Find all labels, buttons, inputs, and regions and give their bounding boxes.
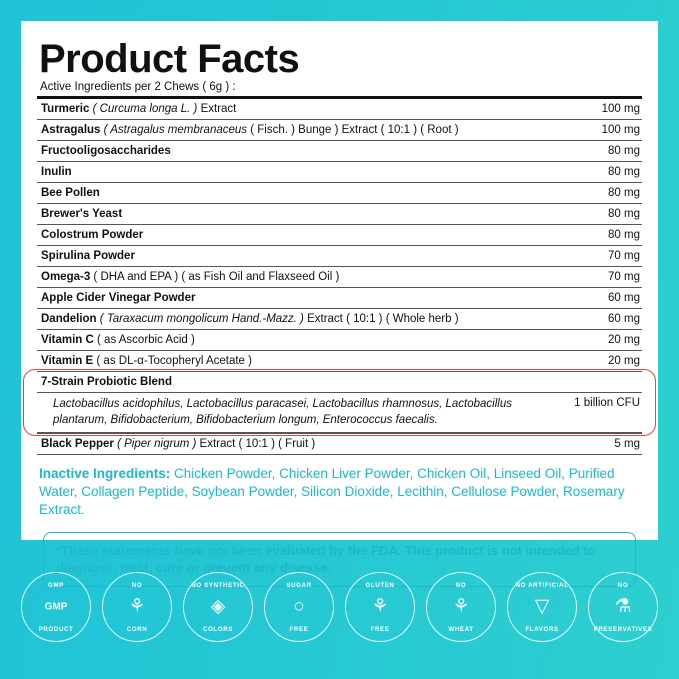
badge-colors [183, 572, 253, 642]
badge-bottom-text: CORN [126, 626, 148, 633]
ingredient-name [37, 120, 560, 141]
ingredient-amount: 20 mg [560, 351, 642, 372]
table-row [37, 330, 642, 351]
serving-subtitle: Active Ingredients per 2 Chews ( 6g ) : [40, 81, 236, 93]
ingredient-main: Black Pepper [41, 438, 114, 451]
badge-glyph-icon: ⚘ [371, 596, 389, 618]
ingredient-detail: ( as Ascorbic Acid ) [97, 334, 195, 346]
ingredient-name [37, 204, 560, 225]
badge-top-text: GLUTEN [365, 582, 395, 589]
ingredient-amount: 60 mg [560, 288, 642, 309]
blend-strains: Lactobacillus acidophilus, Lactobacillus paracasei, Lactobacillus rhamnosus, Lactobacillus plantarum, Bifidobacterium, Bifidobacterium longum, Enterococcus faecalis. [37, 393, 560, 433]
blend-title-row [37, 372, 642, 393]
badge-glyph-icon: ○ [293, 596, 305, 618]
badge-top-text: NO [131, 582, 143, 589]
ingredient-name [37, 434, 560, 455]
ingredient-amount: 80 mg [560, 204, 642, 225]
badge-bottom-text: FLAVORS [525, 626, 559, 633]
ingredient-main: Spirulina Powder [41, 250, 135, 262]
ingredient-latin: ( Piper nigrum ) [117, 438, 197, 451]
ingredient-detail: Extract [200, 103, 237, 115]
ingredient-amount: 5 mg [560, 434, 642, 455]
badge-glyph-icon: ⚗ [614, 596, 632, 618]
badge-center-text: GMP [44, 601, 68, 613]
blend-strains-row [37, 393, 642, 433]
ingredient-amount: 100 mg [560, 120, 642, 141]
ingredient-amount: 100 mg [560, 99, 642, 120]
ingredient-main: Omega-3 [41, 271, 91, 283]
certification-badges [21, 572, 658, 642]
badge-top-text: NO SYNTHETIC [191, 582, 245, 589]
ingredient-main: Colostrum Powder [41, 229, 144, 241]
badge-glyph-icon: ▽ [534, 596, 550, 618]
inactive-label: Inactive Ingredients: [39, 466, 171, 482]
inactive-ingredients [39, 465, 640, 520]
ingredient-name [37, 162, 560, 183]
badge-top-text: SUGAR [286, 582, 312, 589]
table-row [37, 434, 642, 455]
badge-flavors [507, 572, 577, 642]
badge-preservatives [588, 572, 658, 642]
ingredient-main: Brewer's Yeast [41, 208, 123, 220]
badge-bottom-text: COLORS [202, 626, 234, 633]
ingredient-amount: 80 mg [560, 141, 642, 162]
ingredient-amount: 60 mg [560, 309, 642, 330]
ingredient-name [37, 246, 560, 267]
table-row [37, 267, 642, 288]
badge-bottom-text: PRESERVATIVES [593, 626, 653, 633]
badge-top-text: GMP [48, 582, 64, 589]
last-ingredient-table [37, 433, 642, 455]
badge-glyph-icon: ⚘ [452, 596, 470, 618]
badge-bottom-text: FREE [289, 626, 309, 633]
ingredient-amount: 70 mg [560, 267, 642, 288]
ingredient-name [37, 309, 560, 330]
badge-top-text: NO [617, 582, 629, 589]
badge-free [345, 572, 415, 642]
badge-top-text: NO [455, 582, 467, 589]
ingredient-detail: ( as DL-α-Tocopheryl Acetate ) [96, 355, 252, 367]
ingredients-table [37, 99, 642, 372]
table-row [37, 225, 642, 246]
ingredient-amount: 20 mg [560, 330, 642, 351]
ingredient-amount: 80 mg [560, 183, 642, 204]
ingredient-detail: ( Fisch. ) Bunge ) Extract ( 10:1 ) ( Root ) [250, 124, 459, 136]
ingredient-name [37, 99, 560, 120]
ingredient-main: Vitamin E [41, 355, 94, 367]
probiotic-blend-highlight [37, 372, 642, 433]
ingredient-name [37, 141, 560, 162]
table-row [37, 309, 642, 330]
ingredient-latin: ( Curcuma longa L. ) [92, 103, 198, 115]
ingredient-name [37, 225, 560, 246]
table-row [37, 183, 642, 204]
ingredient-main: Fructooligosaccharides [41, 145, 171, 157]
ingredient-name [37, 288, 560, 309]
badge-corn [102, 572, 172, 642]
product-facts-panel [21, 21, 658, 576]
blend-amount: 1 billion CFU [560, 393, 642, 433]
badge-glyph-icon: ⚘ [128, 596, 146, 618]
table-row [37, 99, 642, 120]
table-row [37, 204, 642, 225]
badge-bottom-text: FREE [370, 626, 390, 633]
table-row [37, 288, 642, 309]
inactive-text: Chicken Powder, Chicken Liver Powder, Chicken Oil, Linseed Oil, Purified Water, Collagen Peptide, Soybean Powder, Silicon Dioxide, Lecithin, Cellulose Powder, Rosemary Extract. [39, 466, 625, 518]
ingredient-amount: 80 mg [560, 162, 642, 183]
ingredient-main: Apple Cider Vinegar Powder [41, 292, 196, 304]
ingredient-detail: Extract ( 10:1 ) ( Fruit ) [199, 438, 316, 451]
ingredient-main: Dandelion [41, 313, 97, 325]
ingredient-name [37, 183, 560, 204]
badge-wheat [426, 572, 496, 642]
ingredient-latin: ( Taraxacum mongolicum Hand.-Mazz. ) [99, 313, 304, 325]
ingredient-name [37, 351, 560, 372]
ingredient-detail: ( DHA and EPA ) ( as Fish Oil and Flaxseed Oil ) [93, 271, 340, 283]
ingredient-main: Turmeric [41, 103, 90, 115]
badge-free [264, 572, 334, 642]
fda-disclaimer: *These statements have not been evaluated by the FDA. This product is not intended to diagnose, treat, cure or prevent any disease. [43, 532, 636, 587]
blend-table [37, 372, 642, 433]
badge-product [21, 572, 91, 642]
ingredient-latin: ( Astragalus membranaceus [103, 124, 248, 136]
blend-amount-spacer [560, 372, 642, 393]
badge-glyph-icon: ◈ [210, 596, 226, 618]
ingredient-main: Vitamin C [41, 334, 94, 346]
ingredient-main: Astragalus [41, 124, 101, 136]
table-row [37, 120, 642, 141]
ingredient-main: Bee Pollen [41, 187, 100, 199]
table-row [37, 141, 642, 162]
badge-bottom-text: WHEAT [448, 626, 474, 633]
ingredient-name [37, 330, 560, 351]
ingredient-detail: Extract ( 10:1 ) ( Whole herb ) [307, 313, 459, 325]
ingredient-main: Inulin [41, 166, 72, 178]
ingredient-amount: 80 mg [560, 225, 642, 246]
page-title: Product Facts [39, 37, 300, 81]
ingredient-name [37, 267, 560, 288]
table-row [37, 351, 642, 372]
blend-title: 7-Strain Probiotic Blend [37, 372, 560, 393]
badge-bottom-text: PRODUCT [38, 626, 74, 633]
table-row [37, 162, 642, 183]
ingredient-amount: 70 mg [560, 246, 642, 267]
table-row [37, 246, 642, 267]
badge-top-text: NO ARTIFICIAL [515, 582, 569, 589]
